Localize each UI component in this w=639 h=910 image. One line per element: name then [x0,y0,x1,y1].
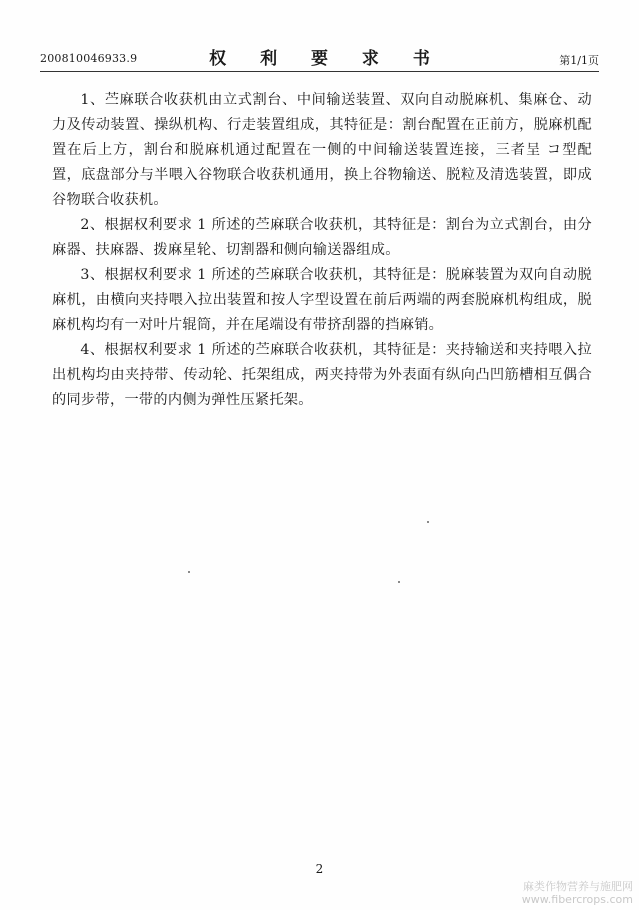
page-title: 权 利 要 求 书 [209,49,444,69]
scan-speck [188,571,190,573]
page-header [40,44,599,70]
page-indicator: 第1/1页 [559,54,599,67]
claim-3: 3、根据权利要求 1 所述的苎麻联合收获机，其特征是：脱麻装置为双向自动脱麻机，由横向夹持喂入拉出装置和按人字型设置在前后两端的两套脱麻机构组成，脱麻机构均有一对叶片辊筒，并在尾端设有带挤刮器的挡麻销。 [52,267,592,333]
page-number: 2 [315,862,324,876]
watermark-site-url: www.fibercrops.com [521,893,633,906]
claim-4: 4、根据权利要求 1 所述的苎麻联合收获机，其特征是：夹持输送和夹持喂入拉出机构均由夹持带、传动轮、托架组成，两夹持带为外表面有纵向凸凹筋槽相互偶合的同步带，一带的内侧为弹性压紧托架。 [52,342,592,408]
scan-speck [427,521,429,523]
site-watermark [522,880,633,906]
claim-1: 1、苎麻联合收获机由立式割台、中间输送装置、双向自动脱麻机、集麻仓、动力及传动装置、操纵机构、行走装置组成，其特征是：割台配置在正前方，脱麻机配置在后上方，割台和脱麻机通过配置在一侧的中间输送装置连接，三者呈 コ型配置，底盘部分与半喂入谷物联合收获机通用，换上谷物输送、脱粒及清选装置，即成谷物联合收获机。 [52,92,592,208]
header-divider [40,71,599,72]
scan-speck [398,581,400,583]
application-number: 200810046933.9 [40,52,138,65]
watermark-site-name: 麻类作物营养与施肥网 [523,880,633,893]
claim-2: 2、根据权利要求 1 所述的苎麻联合收获机，其特征是：割台为立式割台，由分麻器、扶麻器、拨麻星轮、切割器和侧向输送器组成。 [52,217,592,258]
claims-body [52,88,592,413]
